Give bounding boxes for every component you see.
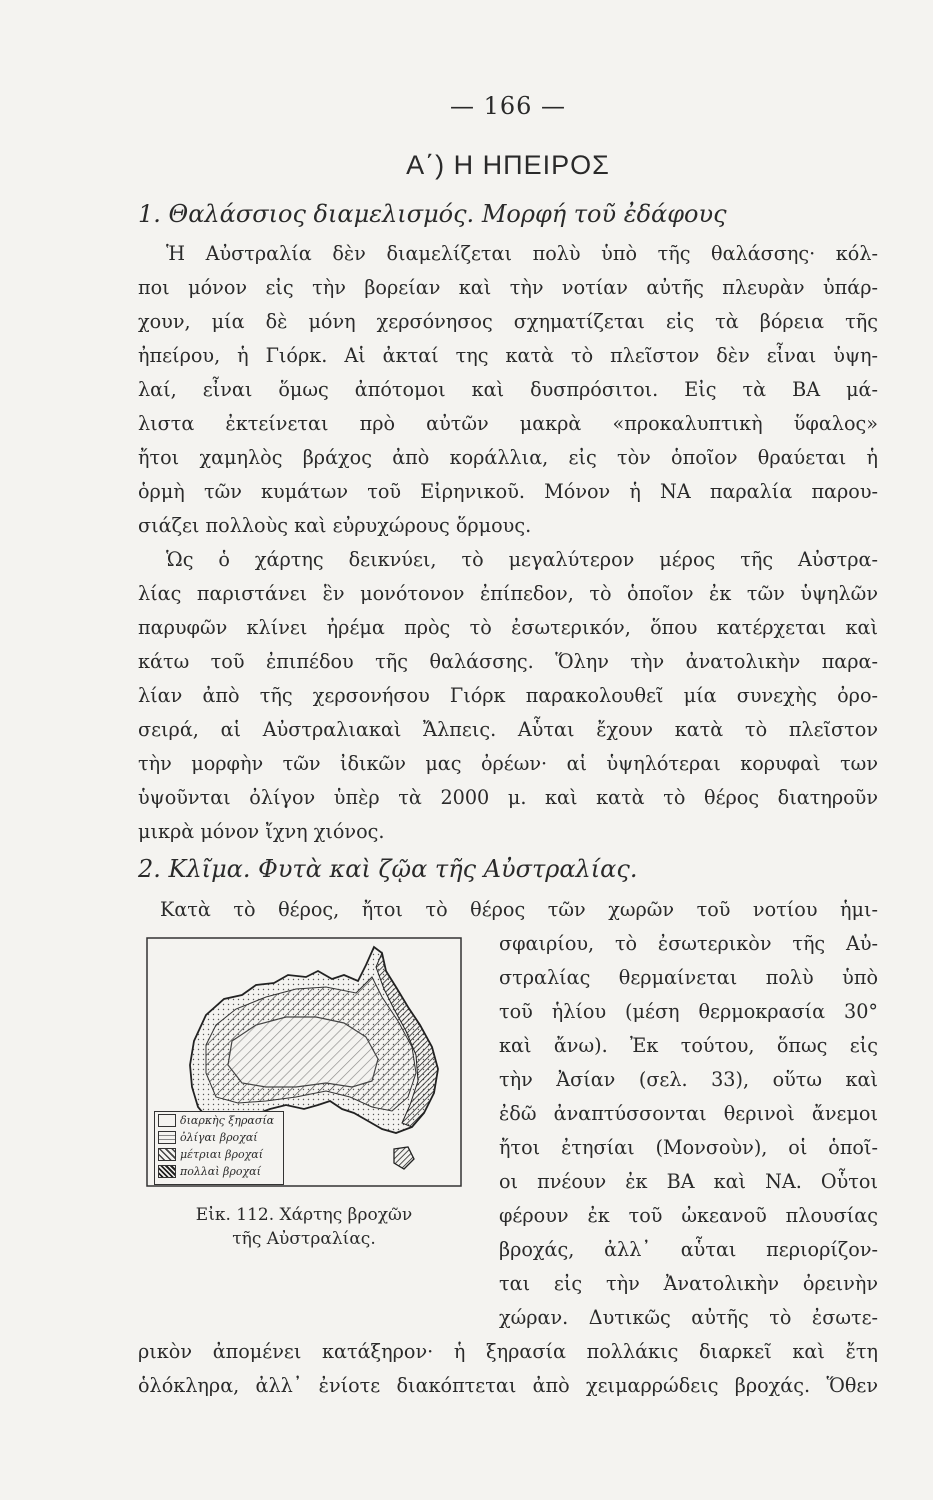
section1-heading: 1. Θαλάσσιος διαμελισμός. Μορφή τοῦ ἐδάφους (138, 200, 727, 228)
legend-label: ὀλίγαι βροχαί (180, 1131, 258, 1144)
legend-swatch-dry (158, 1114, 176, 1127)
text-line: τοῦ ἡλίου (μέση θερμοκρασία 30° (499, 1000, 878, 1023)
text-line: ρικὸν ἀπομένει κατάξηρον· ἡ ξηρασία πολλάκις διαρκεῖ καὶ ἔτη (138, 1340, 878, 1363)
tasmania (394, 1147, 414, 1169)
legend-item (155, 1129, 283, 1146)
text-line: βροχάς, ἀλλ᾽ αὗται περιορίζον- (499, 1238, 878, 1261)
figure-caption-line: τῆς Αὐστραλίας. (232, 1229, 376, 1249)
section2-heading: 2. Κλῖμα. Φυτὰ καὶ ζῷα τῆς Αὐστραλίας. (138, 855, 638, 883)
text-line: τὴν μορφὴν τῶν ἰδικῶν μας ὀρέων· αἱ ὑψηλότεραι κορυφαὶ των (138, 752, 878, 775)
text-line: οι πνέουν ἐκ ΒΑ καὶ ΝΑ. Οὗτοι (499, 1170, 878, 1193)
legend-label: διαρκὴς ξηρασία (180, 1114, 275, 1127)
legend-swatch-much (158, 1165, 176, 1178)
text-line: σφαιρίου, τὸ ἐσωτερικὸν τῆς Αὐ- (499, 932, 878, 955)
text-line: μικρὰ μόνον ἴχνη χιόνος. (138, 820, 385, 843)
text-line: ἠπείρου, ἡ Γιόρκ. Αἱ ἀκταί της κατὰ τὸ πλεῖστον δὲν εἶναι ὑψη- (138, 344, 878, 367)
text-line: σιάζει πολλοὺς καὶ εὐρυχώρους ὅρμους. (138, 514, 532, 537)
text-line: Ὡς ὁ χάρτης δεικνύει, τὸ μεγαλύτερον μέρος τῆς Αὐστρα- (166, 548, 878, 571)
text-line: χώραν. Δυτικῶς αὐτῆς τὸ ἐσωτε- (499, 1306, 878, 1329)
text-line: λιστα ἐκτείνεται πρὸ αὐτῶν μακρὰ «προκαλυπτικὴ ὕφαλος» (138, 412, 878, 435)
text-line: ὁρμὴ τῶν κυμάτων τοῦ Εἰρηνικοῦ. Μόνον ἡ ΝΑ παραλία παρου- (138, 480, 878, 503)
text-line: φέρουν ἐκ τοῦ ὠκεανοῦ πλουσίας (499, 1204, 878, 1227)
legend-label: πολλαὶ βροχαί (180, 1165, 261, 1178)
text-line: λίας παριστάνει ἓν μονότονον ἐπίπεδον, τὸ ὁποῖον ἐκ τῶν ὑψηλῶν (138, 582, 878, 605)
text-line: ἤτοι ἐτησίαι (Μονσοὺν), οἱ ὁποῖ- (499, 1136, 878, 1159)
text-line: Κατὰ τὸ θέρος, ἤτοι τὸ θέρος τῶν χωρῶν τοῦ νοτίου ἡμι- (160, 898, 878, 921)
legend-item (155, 1163, 283, 1180)
text-line: λαί, εἶναι ὅμως ἀπότομοι καὶ δυσπρόσιτοι. Εἰς τὰ ΒΑ μά- (138, 378, 878, 401)
text-line: παρυφῶν κλίνει ἠρέμα πρὸς τὸ ἐσωτερικόν, ὅπου κατέρχεται καὶ (138, 616, 878, 639)
page-number: — 166 — (449, 92, 567, 120)
text-line: τὴν Ἀσίαν (σελ. 33), οὕτω καὶ (499, 1068, 878, 1091)
legend-swatch-little (158, 1131, 176, 1144)
chapter-title: Α΄) Η ΗΠΕΙΡΟΣ (406, 150, 610, 180)
text-line: ἐδῶ ἀναπτύσσονται θερινοὶ ἄνεμοι (499, 1102, 878, 1125)
legend-item (155, 1112, 283, 1129)
rainfall-map-figure (146, 937, 462, 1249)
text-line: στραλίας θερμαίνεται πολὺ ὑπὸ (499, 966, 878, 989)
map-legend (154, 1111, 284, 1185)
text-line: κάτω τοῦ ἐπιπέδου τῆς θαλάσσης. Ὅλην τὴν ἀνατολικὴν παρα- (138, 650, 878, 673)
text-line: χουν, μία δὲ μόνη χερσόνησος σχηματίζεται εἰς τὰ βόρεια τῆς (138, 310, 878, 333)
figure-caption-line: Εἰκ. 112. Χάρτης βροχῶν (195, 1205, 413, 1225)
text-line: ἤτοι χαμηλὸς βράχος ἀπὸ κοράλλια, εἰς τὸν ὁποῖον θραύεται ἡ (138, 446, 878, 469)
text-line: ποι μόνον εἰς τὴν βορείαν καὶ τὴν νοτίαν αὐτῆς πλευρὰν ὑπάρ- (138, 276, 878, 299)
text-line: Ἡ Αὐστραλία δὲν διαμελίζεται πολὺ ὑπὸ τῆς θαλάσσης· κόλ- (166, 242, 878, 265)
text-line: ται εἰς τὴν Ἀνατολικὴν ὀρεινὴν (499, 1272, 878, 1295)
text-line: καὶ ἄνω). Ἐκ τούτου, ὅπως εἰς (499, 1034, 878, 1057)
legend-swatch-moderate (158, 1148, 176, 1161)
text-line: ὑψοῦνται ὀλίγον ὑπὲρ τὰ 2000 μ. καὶ κατὰ τὸ θέρος διατηροῦν (138, 786, 878, 809)
legend-item (155, 1146, 283, 1163)
text-line: λίαν ἀπὸ τῆς χερσονήσου Γιόρκ παρακολουθεῖ μία συνεχὴς ὀρο- (138, 684, 878, 707)
text-line: σειρά, αἱ Αὐστραλιακαὶ Ἄλπεις. Αὗται ἔχουν κατὰ τὸ πλεῖστον (138, 718, 878, 741)
text-line: ὁλόκληρα, ἀλλ᾽ ἐνίοτε διακόπτεται ἀπὸ χειμαρρώδεις βροχάς. Ὅθεν (138, 1374, 878, 1397)
legend-label: μέτριαι βροχαί (180, 1148, 264, 1161)
